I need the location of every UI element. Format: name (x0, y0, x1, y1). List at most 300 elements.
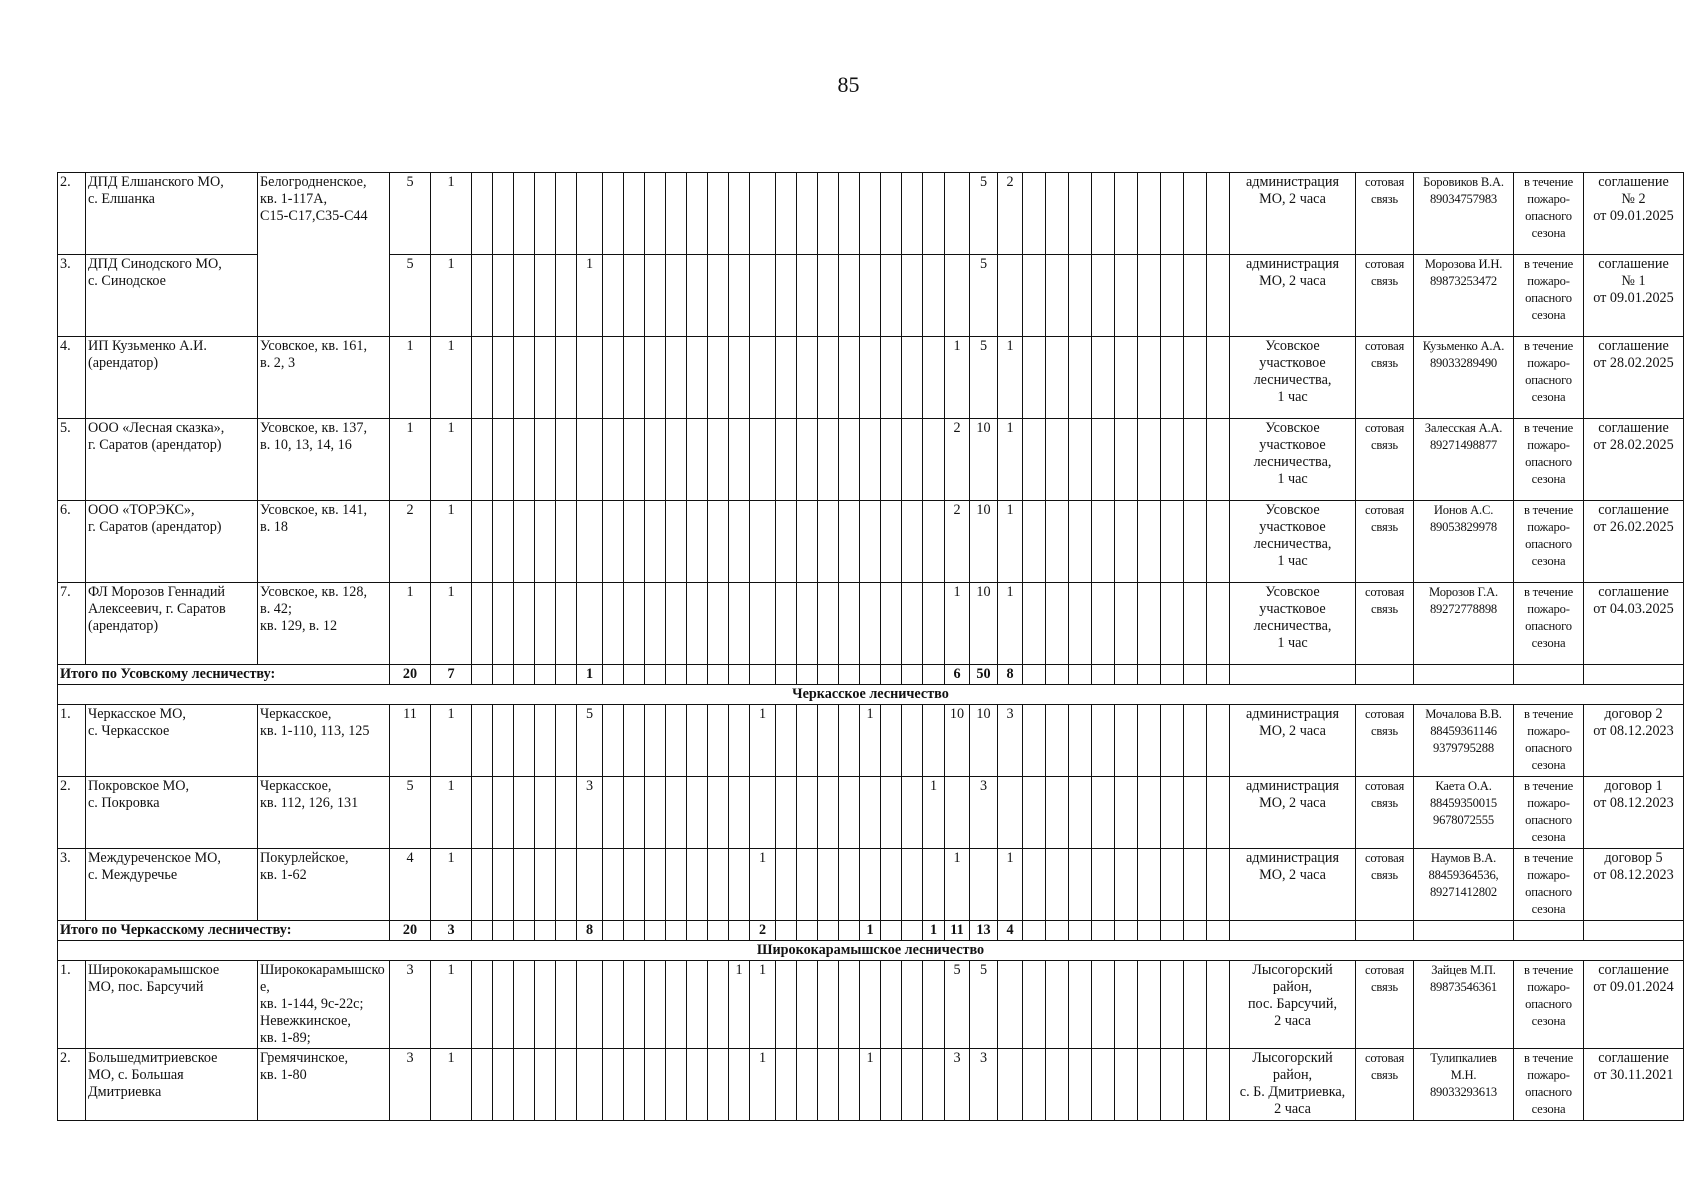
agreement-cell: соглашение от 28.02.2025 (1584, 337, 1684, 419)
count-cell (577, 173, 603, 255)
count-cell (776, 419, 797, 501)
count-cell (860, 849, 881, 921)
count-cell (493, 777, 514, 849)
count-cell (881, 849, 902, 921)
contact-cell: Ионов А.С. 89053829978 (1414, 501, 1514, 583)
count-cell (1046, 961, 1069, 1049)
count-cell (603, 849, 624, 921)
total-count-cell (603, 921, 624, 941)
count-cell (514, 849, 535, 921)
count-cell (881, 777, 902, 849)
count-cell (493, 961, 514, 1049)
count-cell (577, 501, 603, 583)
section-title: Черкасское лесничество (58, 685, 1684, 705)
count-cell (1023, 583, 1046, 665)
count-cell (687, 705, 708, 777)
count-cell: 2 (998, 173, 1023, 255)
table-row (58, 705, 1684, 777)
location-cell: Черкасское, кв. 112, 126, 131 (258, 777, 390, 849)
count-cell (577, 583, 603, 665)
count-cell (818, 849, 839, 921)
location-cell: Усовское, кв. 141, в. 18 (258, 501, 390, 583)
count-cell (729, 1049, 750, 1121)
total-count-cell (708, 665, 729, 685)
count-cell: 1 (431, 849, 472, 921)
communication-cell: сотовая связь (1356, 173, 1414, 255)
count-cell (1161, 1049, 1184, 1121)
count-cell (666, 961, 687, 1049)
total-count-cell (1069, 921, 1092, 941)
communication-cell: сотовая связь (1356, 501, 1414, 583)
count-cell (1207, 173, 1230, 255)
count-cell: 1 (431, 255, 472, 337)
count-cell (1046, 849, 1069, 921)
count-cell (1023, 501, 1046, 583)
count-cell (818, 961, 839, 1049)
count-cell (797, 961, 818, 1049)
count-cell (1184, 255, 1207, 337)
count-cell (645, 849, 666, 921)
count-cell: 1 (998, 419, 1023, 501)
count-cell (645, 501, 666, 583)
response-time-cell: администрация МО, 2 часа (1230, 173, 1356, 255)
count-cell (839, 777, 860, 849)
count-cell (514, 419, 535, 501)
count-cell (1184, 173, 1207, 255)
period-cell: в течение пожаро- опасного сезона (1514, 337, 1584, 419)
location-cell: Усовское, кв. 161, в. 2, 3 (258, 337, 390, 419)
count-cell: 1 (998, 501, 1023, 583)
response-time-cell: Усовское участковое лесничества, 1 час (1230, 501, 1356, 583)
row-number: 3. (58, 255, 86, 337)
count-cell (708, 337, 729, 419)
count-cell (839, 501, 860, 583)
total-count-cell: 6 (945, 665, 970, 685)
count-cell (881, 583, 902, 665)
count-cell (1023, 705, 1046, 777)
count-cell (666, 705, 687, 777)
count-cell (1046, 1049, 1069, 1121)
count-cell (860, 777, 881, 849)
total-count-cell (1023, 665, 1046, 685)
period-cell: в течение пожаро- опасного сезона (1514, 255, 1584, 337)
count-cell (902, 961, 923, 1049)
count-cell (1207, 849, 1230, 921)
count-cell (645, 419, 666, 501)
total-count-cell (797, 921, 818, 941)
table-row (58, 1049, 1684, 1121)
count-cell (556, 961, 577, 1049)
count-cell (687, 849, 708, 921)
response-time-cell: Усовское участковое лесничества, 1 час (1230, 419, 1356, 501)
contact-cell: Зайцев М.П. 89873546361 (1414, 961, 1514, 1049)
communication-cell: сотовая связь (1356, 255, 1414, 337)
total-count-cell (860, 665, 881, 685)
forest-fire-resources-table (57, 172, 1684, 1121)
total-count-cell (1161, 665, 1184, 685)
count-cell (998, 1049, 1023, 1121)
count-cell: 5 (970, 337, 998, 419)
total-count-cell (603, 665, 624, 685)
count-cell (1138, 1049, 1161, 1121)
count-cell (472, 583, 493, 665)
count-cell (1069, 173, 1092, 255)
total-count-cell: 8 (998, 665, 1023, 685)
count-cell (645, 337, 666, 419)
count-cell (1046, 501, 1069, 583)
count-cell (472, 961, 493, 1049)
response-time-cell: Лысогорский район, пос. Барсучий, 2 часа (1230, 961, 1356, 1049)
count-cell (535, 1049, 556, 1121)
count-cell (514, 777, 535, 849)
count-cell (860, 337, 881, 419)
count-cell (1023, 849, 1046, 921)
count-cell (1069, 501, 1092, 583)
count-cell (603, 705, 624, 777)
count-cell: 5 (390, 777, 431, 849)
count-cell (923, 419, 945, 501)
count-cell (624, 705, 645, 777)
total-count-cell (881, 665, 902, 685)
count-cell: 3 (970, 777, 998, 849)
count-cell: 1 (923, 777, 945, 849)
count-cell (666, 419, 687, 501)
response-time-cell: Усовское участковое лесничества, 1 час (1230, 337, 1356, 419)
count-cell (556, 777, 577, 849)
count-cell (1115, 173, 1138, 255)
count-cell (1115, 1049, 1138, 1121)
total-count-cell (1092, 921, 1115, 941)
contact-cell: Каета О.А. 88459350015 9678072555 (1414, 777, 1514, 849)
count-cell: 5 (577, 705, 603, 777)
count-cell (881, 255, 902, 337)
response-time-cell: администрация МО, 2 часа (1230, 255, 1356, 337)
period-cell: в течение пожаро- опасного сезона (1514, 849, 1584, 921)
count-cell (624, 777, 645, 849)
count-cell (881, 419, 902, 501)
count-cell (776, 337, 797, 419)
count-cell (645, 705, 666, 777)
count-cell (556, 1049, 577, 1121)
total-count-cell (1023, 921, 1046, 941)
location-cell: Ширококарамышское, кв. 1-144, 9с-22с; Невежкинское, кв. 1-89; (258, 961, 390, 1049)
empty-cell (1414, 921, 1514, 941)
count-cell (687, 419, 708, 501)
count-cell (535, 961, 556, 1049)
count-cell (1161, 777, 1184, 849)
count-cell: 3 (577, 777, 603, 849)
count-cell (556, 501, 577, 583)
count-cell (1092, 173, 1115, 255)
count-cell (645, 583, 666, 665)
period-cell: в течение пожаро- опасного сезона (1514, 501, 1584, 583)
total-count-cell: 3 (431, 921, 472, 941)
count-cell: 1 (390, 337, 431, 419)
contact-cell: Морозова И.Н. 89873253472 (1414, 255, 1514, 337)
total-count-cell (776, 665, 797, 685)
count-cell (708, 961, 729, 1049)
count-cell (797, 173, 818, 255)
organization-name: Покровское МО, с. Покровка (86, 777, 258, 849)
organization-name: ДПД Синодского МО, с. Синодское (86, 255, 258, 337)
total-count-cell (556, 921, 577, 941)
count-cell (603, 255, 624, 337)
total-count-cell (729, 921, 750, 941)
count-cell: 1 (998, 583, 1023, 665)
count-cell: 10 (970, 705, 998, 777)
count-cell (556, 419, 577, 501)
count-cell (666, 1049, 687, 1121)
count-cell (493, 337, 514, 419)
agreement-cell: соглашение № 1 от 09.01.2025 (1584, 255, 1684, 337)
count-cell (750, 777, 776, 849)
count-cell: 3 (945, 1049, 970, 1121)
count-cell (881, 337, 902, 419)
total-row (58, 665, 1684, 685)
total-label: Итого по Черкасскому лесничеству: (58, 921, 390, 941)
total-count-cell (1115, 921, 1138, 941)
count-cell (535, 777, 556, 849)
count-cell (556, 583, 577, 665)
count-cell (881, 961, 902, 1049)
count-cell (729, 501, 750, 583)
count-cell (797, 705, 818, 777)
period-cell: в течение пожаро- опасного сезона (1514, 583, 1584, 665)
count-cell (1184, 419, 1207, 501)
total-row (58, 921, 1684, 941)
count-cell: 3 (390, 1049, 431, 1121)
count-cell (645, 1049, 666, 1121)
period-cell: в течение пожаро- опасного сезона (1514, 419, 1584, 501)
total-count-cell (729, 665, 750, 685)
count-cell (1184, 501, 1207, 583)
total-count-cell (624, 665, 645, 685)
count-cell (729, 337, 750, 419)
count-cell (923, 501, 945, 583)
count-cell (839, 705, 860, 777)
count-cell (1184, 777, 1207, 849)
total-count-cell (472, 921, 493, 941)
count-cell: 5 (970, 255, 998, 337)
count-cell: 2 (945, 501, 970, 583)
count-cell (998, 777, 1023, 849)
count-cell (1092, 961, 1115, 1049)
count-cell (750, 173, 776, 255)
count-cell (1046, 173, 1069, 255)
count-cell (860, 961, 881, 1049)
table-row (58, 961, 1684, 1049)
count-cell: 1 (431, 705, 472, 777)
count-cell (577, 1049, 603, 1121)
row-number: 1. (58, 705, 86, 777)
count-cell (1115, 419, 1138, 501)
count-cell (666, 583, 687, 665)
table-row (58, 849, 1684, 921)
total-count-cell (645, 921, 666, 941)
contact-cell: Наумов В.А. 88459364536, 89271412802 (1414, 849, 1514, 921)
total-count-cell (1207, 921, 1230, 941)
count-cell (472, 419, 493, 501)
location-cell: Черкасское, кв. 1-110, 113, 125 (258, 705, 390, 777)
count-cell (624, 583, 645, 665)
count-cell (902, 777, 923, 849)
count-cell (902, 1049, 923, 1121)
count-cell (1161, 583, 1184, 665)
count-cell (1161, 849, 1184, 921)
organization-name: Большедмитриевское МО, с. Большая Дмитриевка (86, 1049, 258, 1121)
count-cell (624, 337, 645, 419)
communication-cell: сотовая связь (1356, 1049, 1414, 1121)
organization-name: ООО «ТОРЭКС», г. Саратов (арендатор) (86, 501, 258, 583)
count-cell (603, 1049, 624, 1121)
count-cell (577, 849, 603, 921)
agreement-cell: соглашение № 2 от 09.01.2025 (1584, 173, 1684, 255)
count-cell (514, 173, 535, 255)
agreement-cell: соглашение от 30.11.2021 (1584, 1049, 1684, 1121)
count-cell (493, 255, 514, 337)
total-count-cell (624, 921, 645, 941)
count-cell (472, 849, 493, 921)
total-count-cell (902, 921, 923, 941)
count-cell (514, 583, 535, 665)
count-cell (603, 419, 624, 501)
count-cell (577, 337, 603, 419)
count-cell (1092, 1049, 1115, 1121)
count-cell (1069, 419, 1092, 501)
organization-name: Междуреченское МО, с. Междуречье (86, 849, 258, 921)
count-cell (1138, 583, 1161, 665)
count-cell: 10 (970, 583, 998, 665)
count-cell (1184, 849, 1207, 921)
period-cell: в течение пожаро- опасного сезона (1514, 705, 1584, 777)
count-cell (902, 501, 923, 583)
response-time-cell: администрация МО, 2 часа (1230, 849, 1356, 921)
count-cell (1161, 705, 1184, 777)
count-cell (1046, 255, 1069, 337)
count-cell (1138, 705, 1161, 777)
row-number: 2. (58, 1049, 86, 1121)
count-cell (645, 777, 666, 849)
total-count-cell (1138, 665, 1161, 685)
response-time-cell: Лысогорский район, с. Б. Дмитриевка, 2 часа (1230, 1049, 1356, 1121)
count-cell (708, 583, 729, 665)
section-header-row (58, 941, 1684, 961)
count-cell (750, 419, 776, 501)
count-cell (666, 501, 687, 583)
count-cell (472, 337, 493, 419)
agreement-cell: договор 2 от 08.12.2023 (1584, 705, 1684, 777)
period-cell: в течение пожаро- опасного сезона (1514, 1049, 1584, 1121)
count-cell (708, 419, 729, 501)
count-cell: 5 (390, 255, 431, 337)
total-count-cell (493, 665, 514, 685)
count-cell: 1 (945, 849, 970, 921)
count-cell (860, 255, 881, 337)
count-cell (556, 255, 577, 337)
count-cell (472, 705, 493, 777)
count-cell (923, 961, 945, 1049)
count-cell (818, 705, 839, 777)
count-cell (902, 583, 923, 665)
total-count-cell (818, 921, 839, 941)
count-cell (902, 173, 923, 255)
count-cell (1069, 705, 1092, 777)
count-cell (1138, 173, 1161, 255)
total-count-cell: 8 (577, 921, 603, 941)
count-cell (708, 849, 729, 921)
count-cell (556, 849, 577, 921)
count-cell (1161, 173, 1184, 255)
table-row (58, 419, 1684, 501)
count-cell: 1 (860, 705, 881, 777)
count-cell: 1 (390, 583, 431, 665)
count-cell (797, 777, 818, 849)
count-cell (1161, 501, 1184, 583)
total-count-cell (1069, 665, 1092, 685)
count-cell (797, 849, 818, 921)
total-count-cell (776, 921, 797, 941)
count-cell (493, 1049, 514, 1121)
count-cell (1161, 419, 1184, 501)
page-number: 85 (837, 72, 860, 97)
count-cell (493, 173, 514, 255)
empty-cell (1356, 921, 1414, 941)
total-count-cell (1184, 665, 1207, 685)
count-cell (472, 255, 493, 337)
count-cell: 5 (970, 173, 998, 255)
count-cell (729, 173, 750, 255)
contact-cell: Морозов Г.А. 89272778898 (1414, 583, 1514, 665)
count-cell (860, 173, 881, 255)
table-row (58, 501, 1684, 583)
count-cell (535, 849, 556, 921)
count-cell (624, 173, 645, 255)
response-time-cell: администрация МО, 2 часа (1230, 777, 1356, 849)
count-cell (1069, 961, 1092, 1049)
count-cell (1115, 255, 1138, 337)
count-cell (472, 173, 493, 255)
count-cell (776, 777, 797, 849)
count-cell (839, 961, 860, 1049)
count-cell (687, 1049, 708, 1121)
location-cell: Усовское, кв. 137, в. 10, 13, 14, 16 (258, 419, 390, 501)
table-row (58, 583, 1684, 665)
count-cell (776, 255, 797, 337)
location-cell: Гремячинское, кв. 1-80 (258, 1049, 390, 1121)
count-cell (776, 501, 797, 583)
count-cell (776, 961, 797, 1049)
total-count-cell (1161, 921, 1184, 941)
row-number: 2. (58, 777, 86, 849)
count-cell: 11 (390, 705, 431, 777)
count-cell (923, 705, 945, 777)
table-row (58, 337, 1684, 419)
count-cell (797, 255, 818, 337)
count-cell (1115, 777, 1138, 849)
count-cell (881, 173, 902, 255)
empty-cell (1356, 665, 1414, 685)
contact-cell: Мочалова В.В. 88459361146 9379795288 (1414, 705, 1514, 777)
count-cell (839, 255, 860, 337)
count-cell (624, 1049, 645, 1121)
count-cell (535, 255, 556, 337)
communication-cell: сотовая связь (1356, 777, 1414, 849)
count-cell (666, 777, 687, 849)
agreement-cell: договор 5 от 08.12.2023 (1584, 849, 1684, 921)
count-cell (839, 849, 860, 921)
count-cell (624, 255, 645, 337)
count-cell: 1 (945, 583, 970, 665)
